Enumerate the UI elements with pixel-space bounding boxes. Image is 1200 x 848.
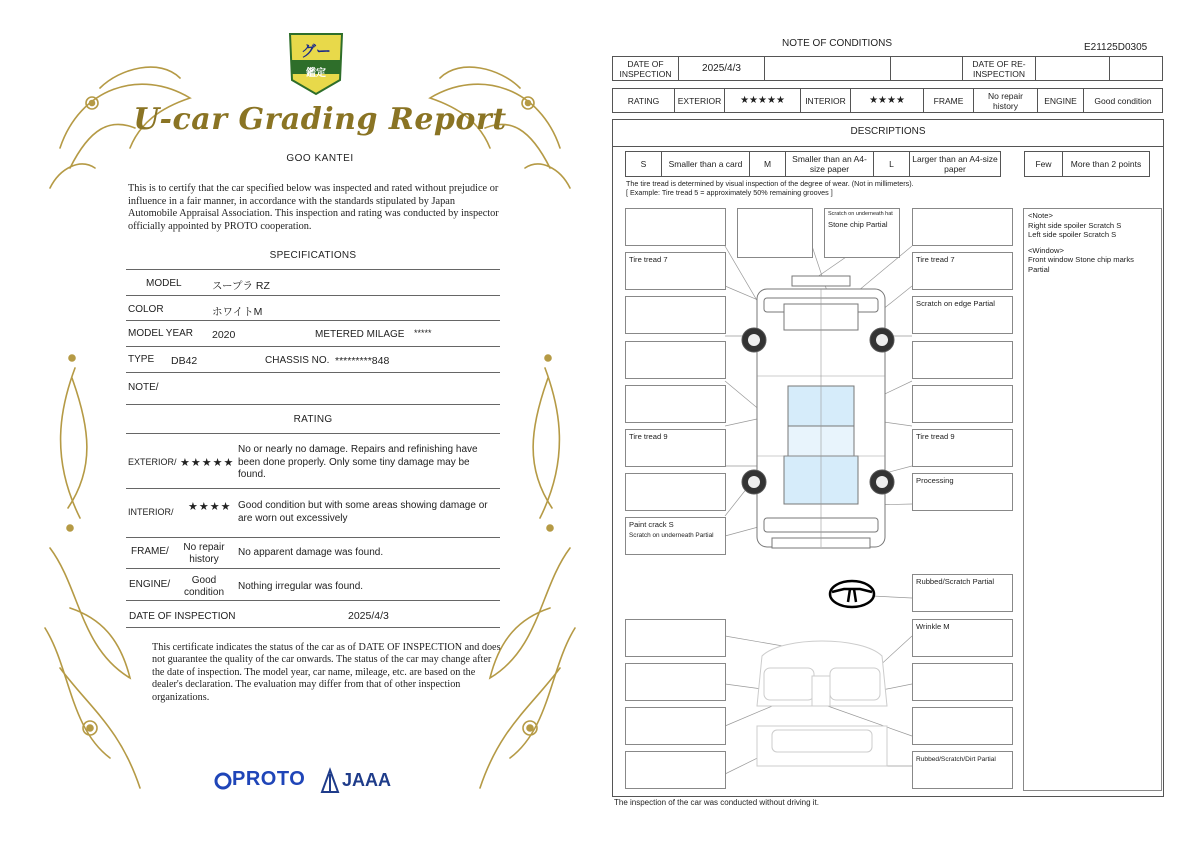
metered-mileage-value: *****: [414, 328, 432, 338]
interior-description: Good condition but with some areas showing damage or are worn out excessively: [238, 500, 488, 524]
size-m: M: [750, 152, 786, 177]
steering-wheel-icon: [830, 581, 874, 607]
type-value: DB42: [171, 355, 198, 367]
divider: [126, 346, 500, 347]
condition-box: [625, 473, 726, 511]
certificate-title: U-car Grading Report: [133, 102, 507, 137]
condition-box: [625, 341, 726, 379]
certificate-subtitle: GOO KANTEI: [286, 153, 354, 164]
tire-tread-note-example: [ Example: Tire tread 5 = approximately 50% remaining grooves ]: [626, 188, 833, 197]
size-s: S: [626, 152, 662, 177]
interior-stars: ★★★★: [851, 89, 924, 113]
note-title: NOTE OF CONDITIONS: [782, 38, 892, 49]
specifications-heading: SPECIFICATIONS: [269, 250, 357, 261]
exterior-label: EXTERIOR: [675, 89, 725, 113]
divider: [126, 600, 500, 601]
divider: [126, 320, 500, 321]
frame-value: No repair history: [183, 542, 225, 565]
size-l: L: [874, 152, 910, 177]
steering-condition-box: [912, 574, 1013, 612]
note-of-conditions: [612, 36, 1164, 812]
condition-box: [912, 663, 1013, 701]
condition-box: [625, 663, 726, 701]
condition-box: [912, 208, 1013, 246]
exterior-stars: ★★★★★: [180, 457, 235, 469]
condition-box: [625, 619, 726, 657]
divider: [126, 488, 500, 489]
size-s-description: Smaller than a card: [662, 152, 750, 177]
proto-logo: PROTO: [232, 768, 306, 790]
rating-label: RATING: [613, 89, 675, 113]
frame-value: No repair history: [974, 89, 1038, 113]
descriptions-heading: DESCRIPTIONS: [850, 126, 926, 137]
frame-description: No apparent damage was found.: [238, 547, 384, 558]
model-year-value: 2020: [212, 329, 236, 341]
wrinkle-condition: Wrinkle M: [916, 622, 950, 631]
rubbed-dirt-condition: Rubbed/Scratch/Dirt Partial: [916, 756, 996, 763]
rubbed-dirt-box: [912, 751, 1013, 789]
roof-condition-box: [824, 208, 900, 258]
divider: [126, 627, 500, 628]
condition-box: [912, 341, 1013, 379]
chassis-value: *********848: [335, 355, 390, 367]
interior-label: INTERIOR/: [128, 507, 174, 517]
date-of-inspection-value: 2025/4/3: [348, 610, 389, 622]
metered-mileage-label: METERED MILAGE: [315, 329, 405, 340]
proto-logo-icon: [214, 770, 232, 794]
condition-box: [625, 208, 726, 246]
chassis-label: CHASSIS NO.: [265, 355, 330, 366]
divider: [126, 372, 500, 373]
edge-condition: Scratch on edge Partial: [916, 299, 995, 308]
badge-logo-text: グー: [300, 43, 331, 60]
interior-stars: ★★★★: [188, 501, 232, 513]
engine-label: ENGINE/: [129, 579, 171, 590]
size-m-description: Smaller than an A4-size paper: [786, 152, 874, 177]
tire-fr-box: [912, 252, 1013, 290]
wrinkle-condition-box: [912, 619, 1013, 657]
window-line: Front window Stone chip marks Partial: [1028, 255, 1134, 274]
note-line: Right side spoiler Scratch S: [1028, 220, 1122, 230]
engine-value: Good condition: [1084, 89, 1163, 113]
engine-description: Nothing irregular was found.: [238, 581, 364, 592]
divider: [126, 295, 500, 296]
divider: [126, 568, 500, 569]
color-label: COLOR: [128, 304, 164, 315]
tire-fl-tread: Tire tread 7: [629, 255, 668, 264]
divider: [126, 537, 500, 538]
condition-box: [625, 707, 726, 745]
divider: [126, 433, 500, 434]
frame-label: FRAME/: [131, 546, 169, 557]
tire-rl-tread: Tire tread 9: [629, 432, 668, 441]
condition-box: [625, 751, 726, 789]
color-value: ホワイトM: [212, 306, 263, 318]
model-label: MODEL: [146, 278, 182, 289]
tire-fl-box: [625, 252, 726, 290]
tire-rl-box: [625, 429, 726, 467]
exterior-stars: ★★★★★: [725, 89, 801, 113]
badge-logo-subtext: 鑑定: [306, 68, 326, 79]
edge-condition-box: [912, 296, 1013, 334]
underneath-scratch-condition: Scratch on underneath Partial: [629, 532, 714, 539]
processing-box: [912, 473, 1013, 511]
tire-rr-tread: Tire tread 9: [916, 432, 955, 441]
processing-condition: Processing: [916, 476, 954, 485]
rating-heading: RATING: [293, 414, 333, 425]
few-label: Few: [1025, 152, 1063, 177]
note-line: Left side spoiler Scratch S: [1028, 230, 1117, 239]
inspection-footnote: The inspection of the car was conducted without driving it.: [614, 798, 819, 807]
divider: [126, 404, 500, 405]
more-than-label: More than 2 points: [1063, 152, 1150, 177]
frame-label: FRAME: [924, 89, 974, 113]
date-of-inspection-label: DATE OF INSPECTION: [129, 611, 236, 622]
exterior-description: No or nearly no damage. Repairs and refinishing have been done properly. Only some tiny damage may be found.: [238, 444, 478, 480]
condition-box: [737, 208, 813, 258]
model-year-label: MODEL YEAR: [128, 328, 194, 339]
date-inspection-label: DATE OF INSPECTION: [613, 57, 679, 81]
report-code: E21125D0305: [1084, 42, 1148, 53]
roof-condition: Stone chip Partial: [828, 220, 888, 229]
rear-left-box: [625, 517, 726, 555]
tire-tread-note-line: The tire tread is determined by visual inspection of the degree of wear. (Not in millimeters).: [626, 179, 914, 188]
certificate-intro: This is to certify that the car specified below was inspected and rated without prejudice or influence in a fair manner, in accordance with the standards stipulated by Japan Automobile Appraisal Association. This inspection and rating was conducted by inspector officially appointed by PROTO cooperation.: [128, 183, 499, 232]
steering-condition: Rubbed/Scratch Partial: [916, 577, 995, 586]
jaaa-logo: JAAA: [342, 770, 392, 790]
engine-value: Good condition: [183, 575, 225, 598]
window-heading: <Window>: [1028, 245, 1064, 255]
condition-box: [912, 385, 1013, 423]
note-heading: <Note>: [1028, 211, 1053, 220]
exterior-label: EXTERIOR/: [128, 457, 177, 467]
tire-fr-tread: Tire tread 7: [916, 255, 955, 264]
jaaa-logo-icon: [320, 768, 340, 794]
paint-crack-condition: Paint crack S: [629, 520, 674, 529]
side-notes-panel: [1023, 208, 1162, 791]
type-label: TYPE: [128, 354, 155, 365]
tire-rr-box: [912, 429, 1013, 467]
interior-label: INTERIOR: [801, 89, 851, 113]
condition-box: [625, 385, 726, 423]
model-value: スープラ RZ: [212, 280, 270, 292]
divider: [126, 269, 500, 270]
date-inspection-value: 2025/4/3: [679, 57, 765, 81]
certificate-disclaimer: This certificate indicates the status of the car as of DATE OF INSPECTION and does not guarantee the quality of the car onwards. The status of the car may change after the date of inspection. The model year, car name, mileage, etc. are based on the dealer's declaration. The evaluation may differ from that of other inspection organizations.: [152, 642, 501, 703]
note-label: NOTE/: [128, 382, 159, 393]
condition-box: [912, 707, 1013, 745]
engine-label: ENGINE: [1038, 89, 1084, 113]
roof-tiny-note: Scratch on underneath hat: [828, 211, 893, 217]
grading-certificate: [40, 28, 580, 808]
condition-box: [625, 296, 726, 334]
date-reinspection-label: DATE OF RE-INSPECTION: [963, 57, 1036, 81]
size-l-description: Larger than an A4-size paper: [910, 152, 1001, 177]
